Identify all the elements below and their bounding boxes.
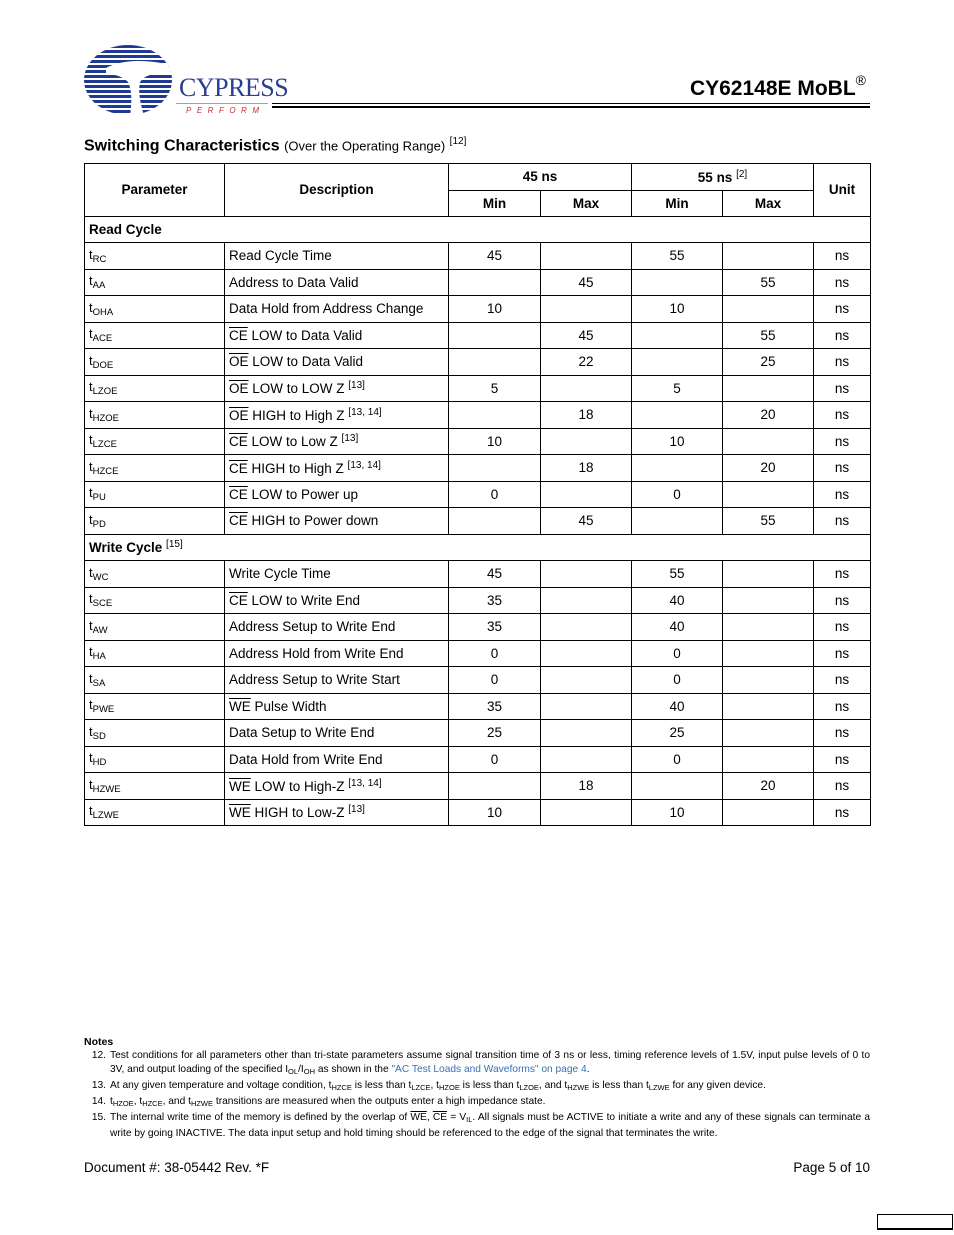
min-55-cell: 55	[632, 243, 723, 270]
table-row	[85, 455, 871, 482]
description-cell: Address Setup to Write End	[225, 614, 449, 641]
max-55-cell: 20	[723, 773, 814, 800]
unit-cell: ns	[814, 243, 871, 270]
unit-cell: ns	[814, 746, 871, 773]
table-body	[85, 216, 871, 826]
note-13	[84, 1079, 870, 1095]
min-55-cell	[632, 402, 723, 429]
note-15	[84, 1111, 870, 1141]
parameter-cell: $t_{OHA}$	[85, 296, 225, 323]
group-label: Read Cycle	[85, 216, 871, 243]
parameter-cell: $t_{RC}$	[85, 243, 225, 270]
description-cell: $\overline{WE}$ LOW to High-Z [13, 14]	[225, 773, 449, 800]
note-12	[84, 1049, 870, 1079]
header-55ns	[632, 164, 814, 191]
max-45-cell	[541, 587, 632, 614]
table-row	[85, 508, 871, 535]
group-row	[85, 216, 871, 243]
min-55-cell	[632, 773, 723, 800]
max-55-cell	[723, 746, 814, 773]
min-55-cell: 40	[632, 587, 723, 614]
unit-cell: ns	[814, 269, 871, 296]
description-cell: $\overline{OE}$ LOW to Data Valid	[225, 349, 449, 376]
max-55-cell	[723, 720, 814, 747]
table-row	[85, 481, 871, 508]
description-cell: $\overline{WE}$ HIGH to Low-Z [13]	[225, 799, 449, 826]
note-text: The internal write time of the memory is defined by the overlap of $\overline{WE}$, $\overline{CE} = V_{IL}$. All signals must be ACTIVE to initiate a write and any of these signals can terminate a write by going INACTIVE. The data input setup and hold timing should be referenced to the edge of the signal that terminates the write.	[110, 1112, 870, 1139]
min-45-cell	[449, 402, 541, 429]
min-55-cell: 0	[632, 640, 723, 667]
min-45-cell: 35	[449, 587, 541, 614]
parameter-cell: $t_{SD}$	[85, 720, 225, 747]
header-rule-thin	[272, 103, 870, 104]
notes-section	[84, 1035, 870, 1141]
parameter-cell: $t_{AW}$	[85, 614, 225, 641]
min-45-cell: 10	[449, 799, 541, 826]
min-55-cell	[632, 455, 723, 482]
unit-cell: ns	[814, 720, 871, 747]
parameter-cell: $t_{LZOE}$	[85, 375, 225, 402]
table-row	[85, 773, 871, 800]
switching-characteristics-table	[84, 163, 871, 826]
min-45-cell: 45	[449, 243, 541, 270]
section-ref: [12]	[449, 136, 467, 147]
table-row	[85, 640, 871, 667]
max-45-cell	[541, 296, 632, 323]
table-row	[85, 587, 871, 614]
parameter-cell: $t_{AA}$	[85, 269, 225, 296]
table-row	[85, 799, 871, 826]
max-55-cell	[723, 296, 814, 323]
title-text: CY62148E MoBL	[689, 77, 856, 100]
min-45-cell: 0	[449, 746, 541, 773]
min-45-cell: 0	[449, 667, 541, 694]
max-45-cell	[541, 614, 632, 641]
unit-cell: ns	[814, 587, 871, 614]
logo-brand-text: CYPRESS	[179, 73, 289, 102]
note-number: 12.	[91, 1050, 106, 1061]
max-45-cell: 45	[541, 322, 632, 349]
header-55ns-label: 55 ns	[697, 169, 733, 185]
max-55-cell	[723, 561, 814, 588]
min-45-cell: 0	[449, 640, 541, 667]
document-title	[690, 74, 866, 101]
parameter-cell: $t_{SA}$	[85, 667, 225, 694]
min-55-cell: 25	[632, 720, 723, 747]
min-45-cell	[449, 455, 541, 482]
table-row	[85, 269, 871, 296]
min-45-cell: 45	[449, 561, 541, 588]
unit-cell: ns	[814, 455, 871, 482]
table-row	[85, 693, 871, 720]
header-description: Description	[225, 164, 449, 217]
unit-cell: ns	[814, 640, 871, 667]
unit-cell: ns	[814, 375, 871, 402]
unit-cell: ns	[814, 693, 871, 720]
max-45-cell	[541, 481, 632, 508]
unit-cell: ns	[814, 799, 871, 826]
unit-cell: ns	[814, 561, 871, 588]
description-cell: Read Cycle Time	[225, 243, 449, 270]
description-cell: $\overline{CE}$ HIGH to Power down	[225, 508, 449, 535]
unit-cell: ns	[814, 322, 871, 349]
page-number: Page 5 of 10	[793, 1160, 870, 1175]
description-cell: Data Hold from Address Change	[225, 296, 449, 323]
max-55-cell	[723, 640, 814, 667]
parameter-cell: $t_{HZOE}$	[85, 402, 225, 429]
max-55-cell: 20	[723, 455, 814, 482]
unit-cell: ns	[814, 508, 871, 535]
notes-heading: Notes	[84, 1036, 114, 1048]
group-label: Write Cycle [15]	[85, 534, 871, 561]
note-number: 15.	[91, 1112, 106, 1123]
min-45-cell: 35	[449, 693, 541, 720]
min-45-cell: 25	[449, 720, 541, 747]
max-45-cell	[541, 799, 632, 826]
table-row	[85, 561, 871, 588]
max-55-cell	[723, 481, 814, 508]
max-55-cell	[723, 614, 814, 641]
max-55-cell	[723, 243, 814, 270]
description-cell: Write Cycle Time	[225, 561, 449, 588]
parameter-cell: $t_{PU}$	[85, 481, 225, 508]
max-45-cell	[541, 640, 632, 667]
parameter-cell: $t_{PWE}$	[85, 693, 225, 720]
note-text: $t_{HZOE}$, $t_{HZCE}$, and $t_{HZWE}$ transitions are measured when the outputs enter a high impedance state.	[110, 1096, 546, 1108]
max-55-cell	[723, 428, 814, 455]
table-row	[85, 243, 871, 270]
max-45-cell: 45	[541, 508, 632, 535]
table-row	[85, 428, 871, 455]
max-45-cell	[541, 693, 632, 720]
max-45-cell	[541, 720, 632, 747]
max-55-cell: 20	[723, 402, 814, 429]
min-55-cell: 10	[632, 799, 723, 826]
section-subtitle: (Over the Operating Range)	[284, 138, 446, 154]
table-row	[85, 667, 871, 694]
min-45-cell	[449, 773, 541, 800]
min-55-cell: 55	[632, 561, 723, 588]
max-45-cell	[541, 746, 632, 773]
min-55-cell	[632, 269, 723, 296]
description-cell: $\overline{WE}$ Pulse Width	[225, 693, 449, 720]
table-row	[85, 746, 871, 773]
parameter-cell: $t_{HZCE}$	[85, 455, 225, 482]
logo-divider	[176, 103, 268, 104]
parameter-cell: $t_{HA}$	[85, 640, 225, 667]
parameter-cell: $t_{LZCE}$	[85, 428, 225, 455]
unit-cell: ns	[814, 402, 871, 429]
header-max-55: Max	[723, 190, 814, 216]
min-55-cell: 0	[632, 746, 723, 773]
min-55-cell: 0	[632, 667, 723, 694]
min-55-cell: 10	[632, 296, 723, 323]
description-cell: $\overline{OE}$ LOW to LOW Z [13]	[225, 375, 449, 402]
feedback-button[interactable]	[877, 1214, 953, 1230]
description-cell: $\overline{CE}$ LOW to Power up	[225, 481, 449, 508]
max-45-cell: 18	[541, 455, 632, 482]
unit-cell: ns	[814, 614, 871, 641]
min-45-cell: 35	[449, 614, 541, 641]
registered-mark: ®	[855, 72, 866, 88]
group-row	[85, 534, 871, 561]
section-title	[84, 136, 466, 155]
max-55-cell	[723, 587, 814, 614]
logo-tagline: PERFORM	[186, 106, 265, 115]
table-row	[85, 296, 871, 323]
ac-test-loads-link[interactable]: "AC Test Loads and Waveforms" on page 4	[391, 1064, 587, 1075]
description-cell: $\overline{CE}$ LOW to Low Z [13]	[225, 428, 449, 455]
description-cell: Address to Data Valid	[225, 269, 449, 296]
min-55-cell: 0	[632, 481, 723, 508]
max-55-cell	[723, 375, 814, 402]
min-55-cell	[632, 322, 723, 349]
max-45-cell: 45	[541, 269, 632, 296]
unit-cell: ns	[814, 773, 871, 800]
min-55-cell	[632, 349, 723, 376]
max-55-cell	[723, 693, 814, 720]
max-55-cell: 55	[723, 508, 814, 535]
cypress-logo	[84, 44, 289, 116]
unit-cell: ns	[814, 296, 871, 323]
min-55-cell: 5	[632, 375, 723, 402]
note-text: At any given temperature and voltage condition, $t_{HZCE}$ is less than $t_{LZCE}$, $t_{HZOE}$ is less than $t_{LZOE}$, and $t_{HZWE}$ is less than $t_{LZWE}$ for any given device.	[110, 1080, 766, 1092]
table-row	[85, 375, 871, 402]
max-45-cell	[541, 667, 632, 694]
header-rule-thick	[272, 106, 870, 108]
header-45ns: 45 ns	[449, 164, 632, 191]
max-45-cell	[541, 243, 632, 270]
table-row	[85, 322, 871, 349]
description-cell: Data Hold from Write End	[225, 746, 449, 773]
parameter-cell: $t_{HZWE}$	[85, 773, 225, 800]
min-55-cell: 40	[632, 693, 723, 720]
min-45-cell: 10	[449, 428, 541, 455]
max-45-cell: 18	[541, 402, 632, 429]
max-45-cell	[541, 375, 632, 402]
parameter-cell: $t_{PD}$	[85, 508, 225, 535]
parameter-cell: $t_{ACE}$	[85, 322, 225, 349]
table-row	[85, 349, 871, 376]
table-row	[85, 720, 871, 747]
description-cell: Address Setup to Write Start	[225, 667, 449, 694]
note-14	[84, 1095, 870, 1111]
unit-cell: ns	[814, 481, 871, 508]
description-cell: $\overline{CE}$ LOW to Write End	[225, 587, 449, 614]
min-45-cell	[449, 322, 541, 349]
header-min-55: Min	[632, 190, 723, 216]
header-parameter: Parameter	[85, 164, 225, 217]
max-55-cell	[723, 667, 814, 694]
unit-cell: ns	[814, 349, 871, 376]
min-45-cell	[449, 508, 541, 535]
max-55-cell: 55	[723, 269, 814, 296]
table-row	[85, 614, 871, 641]
max-45-cell	[541, 428, 632, 455]
min-55-cell: 40	[632, 614, 723, 641]
parameter-cell: $t_{SCE}$	[85, 587, 225, 614]
cypress-globe-icon	[84, 44, 174, 116]
min-55-cell	[632, 508, 723, 535]
max-55-cell: 25	[723, 349, 814, 376]
parameter-cell: $t_{HD}$	[85, 746, 225, 773]
description-cell: $\overline{CE}$ HIGH to High Z [13, 14]	[225, 455, 449, 482]
description-cell: Data Setup to Write End	[225, 720, 449, 747]
min-55-cell: 10	[632, 428, 723, 455]
min-45-cell: 10	[449, 296, 541, 323]
description-cell: $\overline{OE}$ HIGH to High Z [13, 14]	[225, 402, 449, 429]
unit-cell: ns	[814, 428, 871, 455]
min-45-cell: 5	[449, 375, 541, 402]
parameter-cell: $t_{DOE}$	[85, 349, 225, 376]
header-max-45: Max	[541, 190, 632, 216]
min-45-cell	[449, 269, 541, 296]
unit-cell: ns	[814, 667, 871, 694]
header-unit: Unit	[814, 164, 871, 217]
header-55ns-ref: [2]	[736, 168, 748, 180]
description-cell: Address Hold from Write End	[225, 640, 449, 667]
max-45-cell: 22	[541, 349, 632, 376]
note-text: Test conditions for all parameters other than tri-state parameters assume signal transition time of 3 ns or less, timing reference levels of 1.5V, input pulse levels of 0 to 3V, and output loading of the specified $I_{OL}/I_{OH}$ as shown in the "AC Test Loads and Waveforms" on page 4.	[110, 1050, 870, 1076]
table-row	[85, 402, 871, 429]
section-title-main: Switching Characteristics	[84, 137, 280, 155]
min-45-cell: 0	[449, 481, 541, 508]
min-45-cell	[449, 349, 541, 376]
note-number: 13.	[91, 1080, 106, 1091]
max-45-cell: 18	[541, 773, 632, 800]
description-cell: $\overline{CE}$ LOW to Data Valid	[225, 322, 449, 349]
document-number: Document #: 38-05442 Rev. *F	[84, 1160, 270, 1175]
max-55-cell	[723, 799, 814, 826]
note-number: 14.	[91, 1096, 106, 1107]
max-45-cell	[541, 561, 632, 588]
max-55-cell: 55	[723, 322, 814, 349]
parameter-cell: $t_{LZWE}$	[85, 799, 225, 826]
header-min-45: Min	[449, 190, 541, 216]
parameter-cell: $t_{WC}$	[85, 561, 225, 588]
